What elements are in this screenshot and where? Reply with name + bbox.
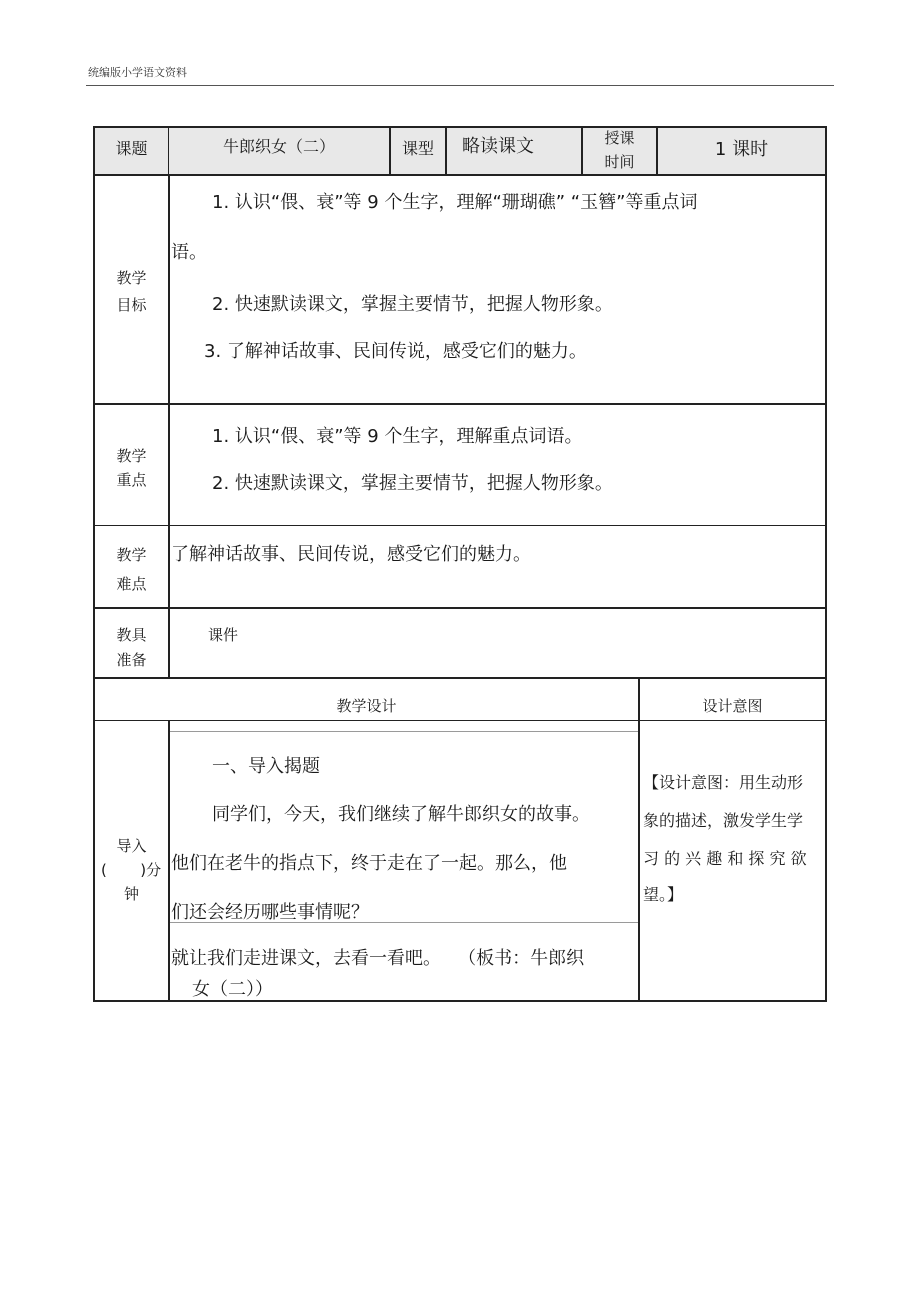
objective-2: 2. 快速默读课文，掌握主要情节，把握人物形象。 <box>212 294 613 315</box>
keypoint-1: 1. 认识“偎、衰”等 9 个生字，理解重点词语。 <box>212 426 583 447</box>
time-value: 1 课时 <box>714 139 769 160</box>
table-right-border <box>825 126 827 1002</box>
tools-text: 课件 <box>208 626 239 644</box>
intro-heading: 一、导入揭题 <box>212 756 320 777</box>
col-divider <box>445 126 447 176</box>
intro-label-3: 钟 <box>123 885 139 903</box>
row-divider <box>93 720 827 721</box>
row-divider <box>93 677 827 679</box>
type-label: 课型 <box>401 139 434 158</box>
design-header: 教学设计 <box>336 697 397 715</box>
header-rule <box>86 85 834 86</box>
intro-line-3: 们还会经历哪些事情呢？ <box>171 902 369 923</box>
objectives-label-1: 教学 <box>116 269 147 287</box>
keypoints-label-1: 教学 <box>116 447 147 465</box>
time-label-2: 时间 <box>604 153 635 171</box>
intro-label-2: ( )分 <box>101 861 162 879</box>
difficulty-label-1: 教学 <box>116 546 147 564</box>
intent-col-divider <box>638 679 640 1002</box>
topic-label: 课题 <box>115 139 148 158</box>
intro-label-1: 导入 <box>116 837 147 855</box>
keypoint-2: 2. 快速默读课文，掌握主要情节，把握人物形象。 <box>212 473 613 494</box>
table-bottom-border <box>93 1000 827 1002</box>
label-col-divider <box>168 721 170 1002</box>
row-divider <box>93 525 827 526</box>
intro-line-4: 就让我们走进课文，去看一看吧。 （板书：牛郎织 <box>171 948 585 969</box>
intent-line-1: 【设计意图：用生动形 <box>643 773 804 792</box>
objective-3: 3. 了解神话故事、民间传说，感受它们的魅力。 <box>204 341 587 362</box>
difficulty-text: 了解神话故事、民间传说，感受它们的魅力。 <box>171 544 531 565</box>
intro-line-2: 他们在老牛的指点下，终于走在了一起。那么，他 <box>171 853 567 874</box>
intent-header: 设计意图 <box>702 697 763 715</box>
objectives-label-2: 目标 <box>116 296 147 314</box>
keypoints-label-2: 重点 <box>116 471 147 489</box>
label-col-divider <box>168 176 170 678</box>
objective-1-line-1: 1. 认识“偎、衰”等 9 个生字，理解“珊瑚礁” “玉簪”等重点词 <box>212 192 698 213</box>
tools-label-2: 准备 <box>116 651 147 669</box>
row-divider <box>93 607 827 609</box>
intro-line-5: 女（二）） <box>192 979 273 1000</box>
difficulty-label-2: 难点 <box>116 575 147 593</box>
intent-line-2: 象的描述，激发学生学 <box>643 811 804 830</box>
time-label-1: 授课 <box>604 129 635 147</box>
row-divider <box>93 403 827 405</box>
topic-value: 牛郎织女（二） <box>222 137 335 156</box>
objective-1-line-2: 语。 <box>171 242 207 263</box>
intro-line-1: 同学们，今天，我们继续了解牛郎织女的故事。 <box>212 804 590 825</box>
gray-rule <box>170 731 638 732</box>
page-header: 统编版小学语文资料 <box>88 66 187 79</box>
type-value: 略读课文 <box>462 136 534 157</box>
row-divider <box>93 174 827 176</box>
tools-label-1: 教具 <box>116 626 147 644</box>
intent-line-4: 望。】 <box>643 885 684 904</box>
intent-line-3: 习 的 兴 趣 和 探 究 欲 <box>643 849 807 868</box>
